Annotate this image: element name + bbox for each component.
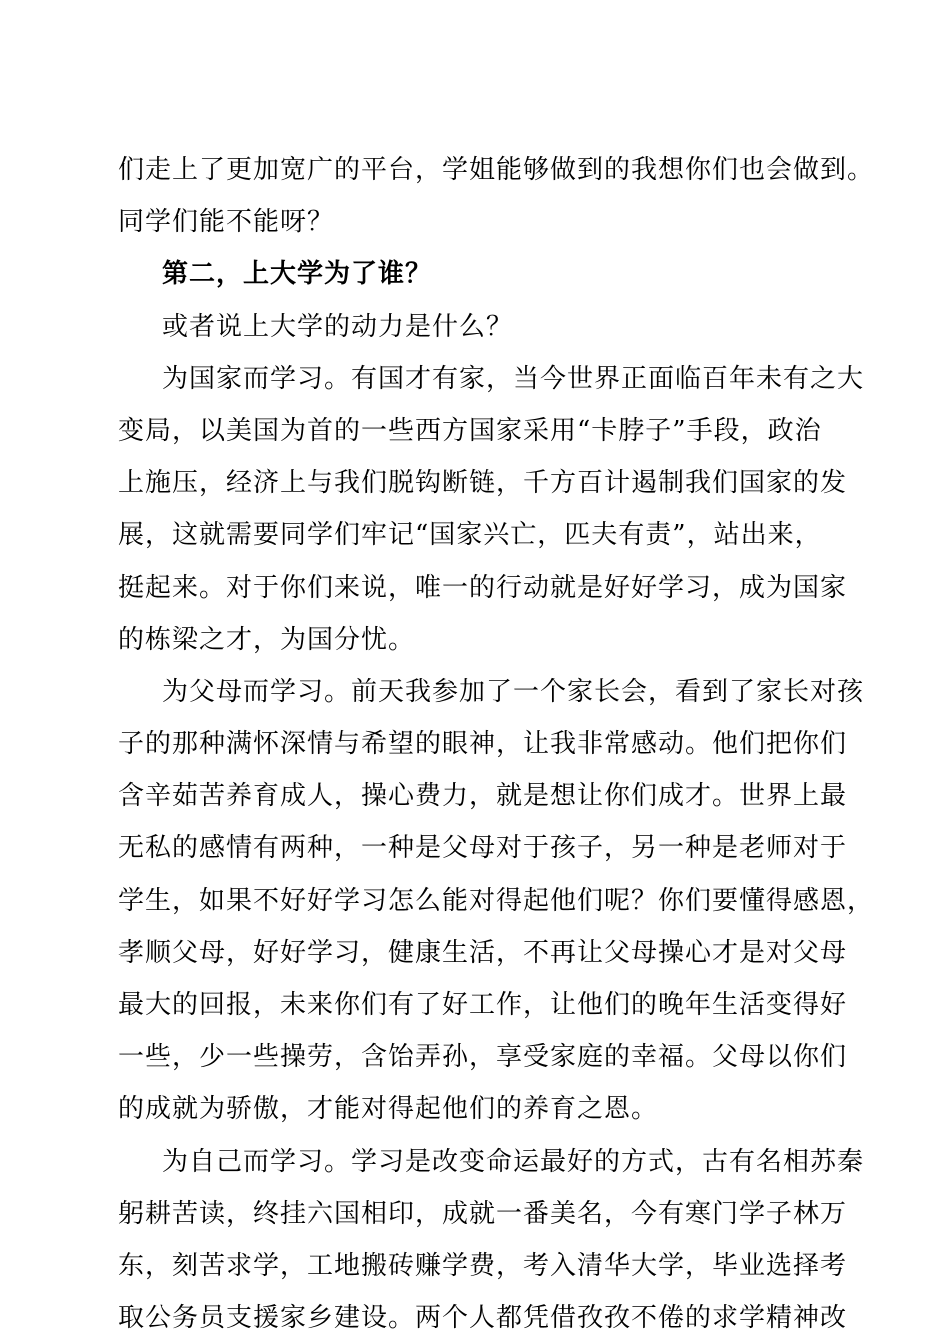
- text-line: 子的那种满怀深情与希望的眼神，让我非常感动。他们把你们: [118, 729, 848, 760]
- text-line: 一些，少一些操劳，含饴弄孙，享受家庭的幸福。父母以你们: [118, 1042, 848, 1073]
- text-line: 变局，以美国为首的一些西方国家采用“卡脖子”手段，政治: [118, 415, 822, 446]
- text-line: 们走上了更加宽广的平台，学姐能够做到的我想你们也会做到。: [118, 155, 875, 185]
- text-line: 无私的感情有两种，一种是父母对于孩子，另一种是老师对于: [118, 833, 848, 864]
- text-line: 取公务员支援家乡建设。两个人都凭借孜孜不倦的求学精神改: [118, 1303, 848, 1334]
- text-line: 同学们能不能呀？: [118, 207, 335, 238]
- text-line: 为自己而学习。学习是改变命运最好的方式，古有名相苏秦: [162, 1146, 865, 1177]
- text-line: 的成就为骄傲，才能对得起他们的养育之恩。: [118, 1094, 659, 1125]
- text-line: 含辛茹苦养育成人，操心费力，就是想让你们成才。世界上最: [118, 781, 848, 812]
- text-line: 东，刻苦求学，工地搬砖赚学费，考入清华大学，毕业选择考: [118, 1250, 848, 1281]
- text-line: 学生，如果不好好学习怎么能对得起他们呢？你们要懂得感恩，: [118, 885, 875, 916]
- text-line: 为国家而学习。有国才有家，当今世界正面临百年未有之大: [162, 363, 865, 394]
- text-line: 或者说上大学的动力是什么？: [162, 311, 514, 342]
- text-line: 展，这就需要同学们牢记“国家兴亡，匹夫有责”，站出来，: [118, 520, 822, 551]
- text-line: 的栋梁之才，为国分忧。: [118, 624, 416, 655]
- section-heading: 第二，上大学为了谁？: [162, 259, 433, 290]
- document-body: [118, 144, 875, 1344]
- text-line: 孝顺父母，好好学习，健康生活，不再让父母操心才是对父母: [118, 937, 848, 968]
- text-line: 上施压，经济上与我们脱钩断链，千方百计遏制我们国家的发: [118, 468, 848, 499]
- text-line: 为父母而学习。前天我参加了一个家长会，看到了家长对孩: [162, 676, 865, 707]
- text-line: 最大的回报，未来你们有了好工作，让他们的晚年生活变得好: [118, 990, 848, 1020]
- text-line: 挺起来。对于你们来说，唯一的行动就是好好学习，成为国家: [118, 572, 848, 603]
- text-line: 躬耕苦读，终挂六国相印，成就一番美名，今有寒门学子林万: [118, 1198, 848, 1229]
